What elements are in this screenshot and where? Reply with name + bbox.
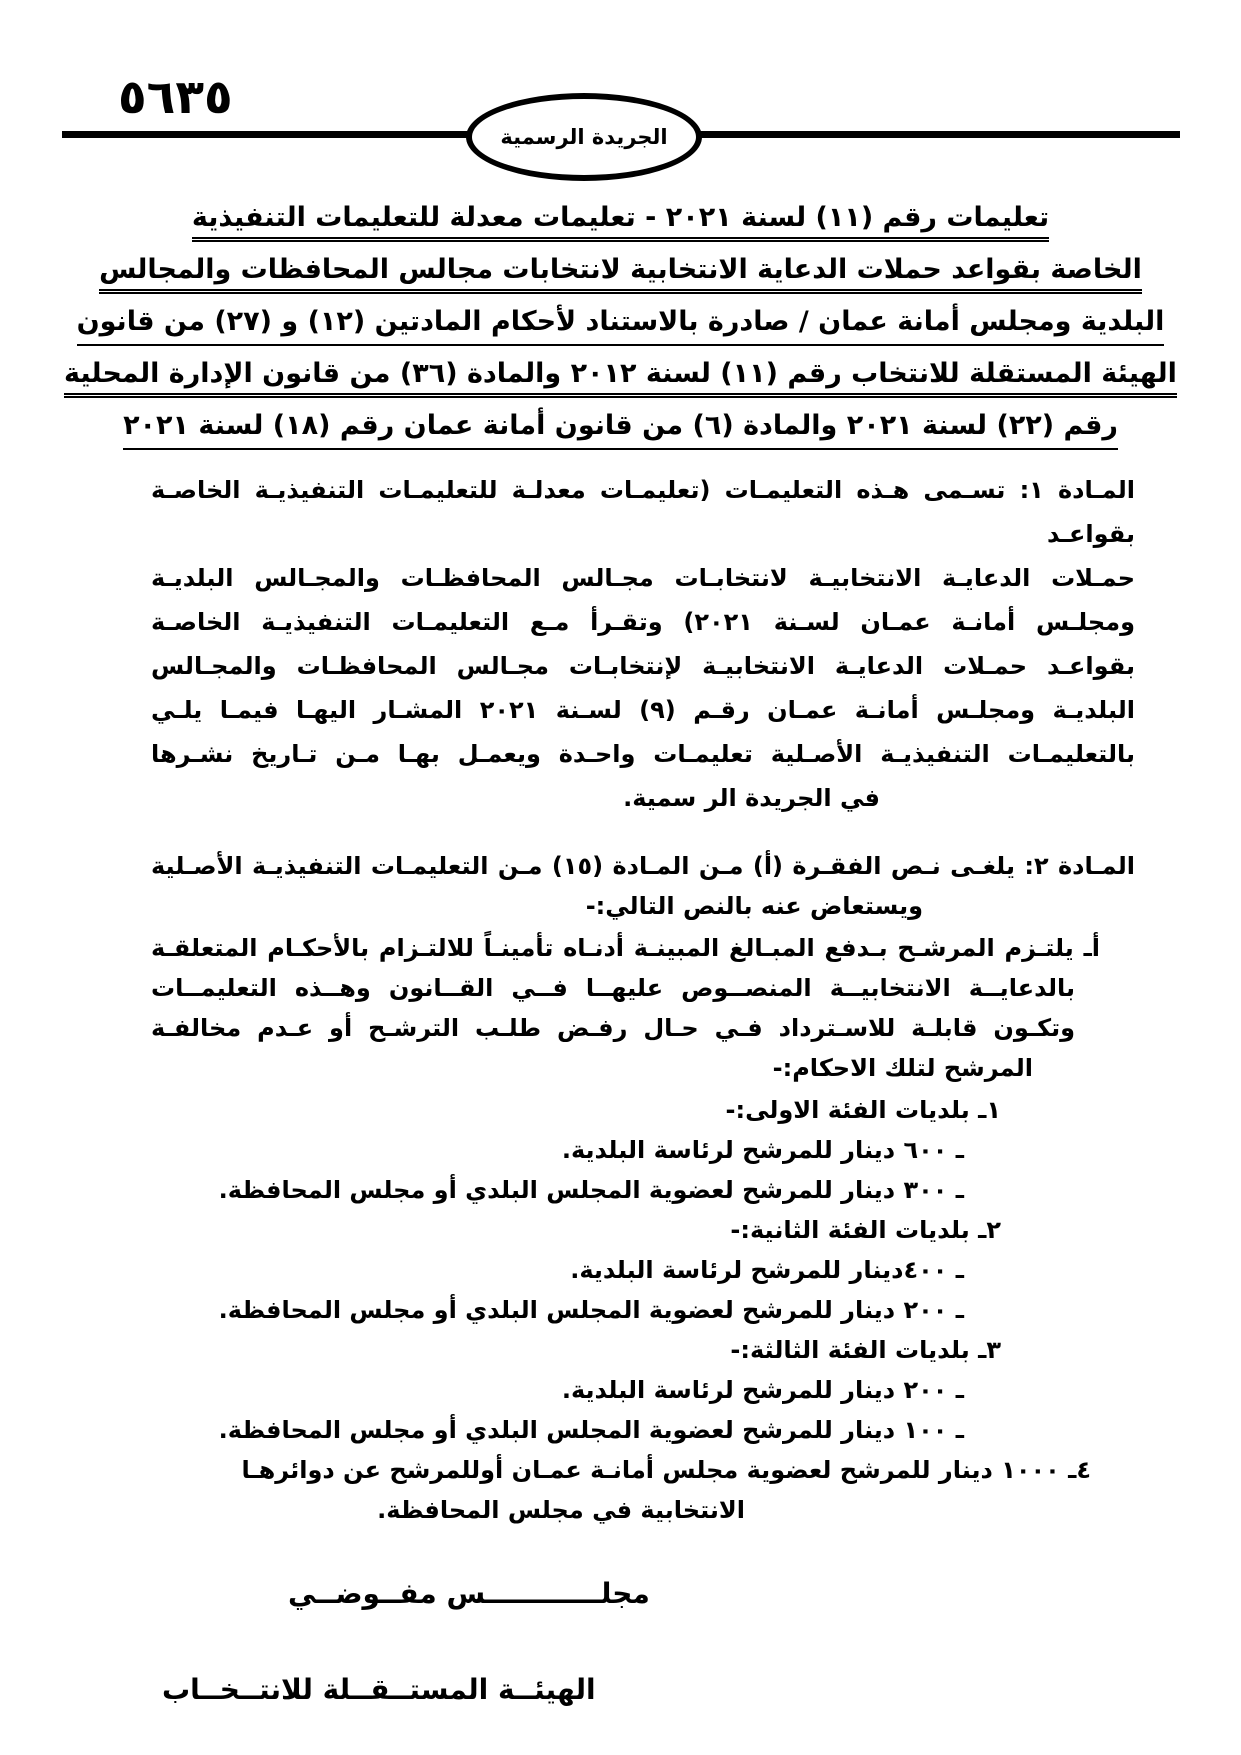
- fee-item: ـ ٢٠٠ دينار للمرشح لرئاسة البلدية.: [561, 1376, 964, 1404]
- clause-a-line-3: وتكـون قابلـة للاسـترداد فـي حـال رفـض طلـب الترشـح أو عـدم مخالفـة: [151, 1014, 1075, 1042]
- clause-a-label: أـ: [1083, 934, 1101, 962]
- fee-item: ـ ٣٠٠ دينار للمرشح لعضوية المجلس البلدي أو مجلس المحافظة.: [218, 1176, 964, 1204]
- article-2-closing: ويستعاض عنه بالنص التالي:-: [585, 892, 923, 920]
- article-2: [106, 846, 1135, 926]
- article-1-closing: في الجريدة الر سمية.: [623, 784, 880, 812]
- article-1-line-2: حمـلات الدعايـة الانتخابيـة لانتخابـات مجـالس المحافظـات والمجـالس البلديـة: [151, 564, 1135, 592]
- fee-category-2-heading: ٢ـ بلديات الفئة الثانية:-: [730, 1216, 1001, 1244]
- title-line-3: البلدية ومجلس أمانة عمان / صادرة بالاستناد لأحكام المادتين (١٢) و (٢٧) من قانون: [77, 306, 1165, 346]
- clause-a-text-1: يلتـزم المرشـح بـدفع المبـالغ المبينـة أدنـاه تأمينـاً للالتـزام بالأحكـام المتعلقـة: [151, 934, 1074, 962]
- title-line: [0, 244, 1241, 296]
- article-1: [106, 468, 1135, 820]
- title-line: [0, 296, 1241, 348]
- clause-a-line-2: بالدعايــة الانتخابيــة المنصــوص عليهــا فــي القــانون وهــذه التعليمــات: [151, 974, 1075, 1002]
- fee-category-1-heading: ١ـ بلديات الفئة الاولى:-: [725, 1096, 1001, 1124]
- fee-item-4-line-2: الانتخابية في مجلس المحافظة.: [377, 1496, 745, 1524]
- signature-commission: الهيئــة المستــقــلة للانتــخــاب: [162, 1673, 596, 1706]
- document-body: [0, 468, 1241, 1530]
- gazette-seal-oval: [466, 93, 702, 181]
- article-1-label: المـادة ١:: [1019, 476, 1136, 504]
- title-line-1: تعليمات رقم (١١) لسنة ٢٠٢١ - تعليمات معدلة للتعليمات التنفيذية: [192, 202, 1049, 242]
- article-1-opening: تسـمى هـذه التعليمـات (تعليمـات معدلـة للتعليمـات التنفيذيـة الخاصـة بقواعـد: [151, 476, 1135, 548]
- article-1-line-3: ومجلـس أمانـة عمـان لسـنة ٢٠٢١) وتقـرأ مـع التعليمـات التنفيذيـة الخاصـة: [151, 608, 1135, 636]
- article-2-line-1: [151, 846, 1135, 886]
- article-1-line-1: [151, 468, 1135, 556]
- article-2-label: المـادة ٢:: [1024, 852, 1135, 880]
- title-line: [0, 400, 1241, 452]
- page-header: [0, 0, 1241, 182]
- fee-item-4-line-1: ٤ـ ١٠٠٠ دينار للمرشح لعضوية مجلس أمانـة عمـان أوللمرشح عن دوائرهـا: [241, 1456, 1091, 1484]
- fee-category-3-heading: ٣ـ بلديات الفئة الثالثة:-: [730, 1336, 1001, 1364]
- title-line: [0, 192, 1241, 244]
- fee-item: ـ ٦٠٠ دينار للمرشح لرئاسة البلدية.: [561, 1136, 964, 1164]
- gazette-title: الجريدة الرسمية: [500, 125, 668, 149]
- signature-council: مجلــــــــــــس مفــوضــي: [288, 1577, 650, 1610]
- title-line-5: رقم (٢٢) لسنة ٢٠٢١ والمادة (٦) من قانون أمانة عمان رقم (١٨) لسنة ٢٠٢١: [123, 410, 1118, 450]
- article-1-line-6: بالتعليمـات التنفيذيـة الأصـلية تعليمـات واحـدة ويعمـل بهـا مـن تـاريخ نشـرها: [151, 740, 1135, 768]
- clause-a-closing: المرشح لتلك الاحكام:-: [772, 1054, 1033, 1082]
- article-1-line-4: بقواعـد حمـلات الدعايـة الانتخابيـة لإنتخابـات مجـالس المحافظـات والمجـالس: [151, 652, 1135, 680]
- page-number: ٥٦٣٥: [118, 70, 233, 125]
- title-line-4: الهيئة المستقلة للانتخاب رقم (١١) لسنة ٢٠١٢ والمادة (٣٦) من قانون الإدارة المحلية: [64, 358, 1177, 398]
- article-1-line-5: البلديـة ومجلـس أمانـة عمـان رقـم (٩) لسـنة ٢٠٢١ المشـار اليهـا فيمـا يلـي: [151, 696, 1135, 724]
- title-line: [0, 348, 1241, 400]
- decree-title: [0, 182, 1241, 452]
- clause-a: [106, 928, 1135, 1088]
- article-2-opening: يلغـى نـص الفقـرة (أ) مـن المـادة (١٥) مـن التعليمـات التنفيذيـة الأصـلية: [151, 852, 1015, 880]
- fee-item: ـ ١٠٠ دينار للمرشح لعضوية المجلس البلدي أو مجلس المحافظة.: [218, 1416, 964, 1444]
- fees-list: [106, 1090, 1135, 1530]
- clause-a-line-1: [151, 928, 1100, 968]
- fee-item: ـ ٢٠٠ دينار للمرشح لعضوية المجلس البلدي أو مجلس المحافظة.: [218, 1296, 964, 1324]
- title-line-2: الخاصة بقواعد حملات الدعاية الانتخابية لانتخابات مجالس المحافظات والمجالس: [99, 254, 1142, 294]
- fee-item: ـ ٤٠٠دينار للمرشح لرئاسة البلدية.: [570, 1256, 964, 1284]
